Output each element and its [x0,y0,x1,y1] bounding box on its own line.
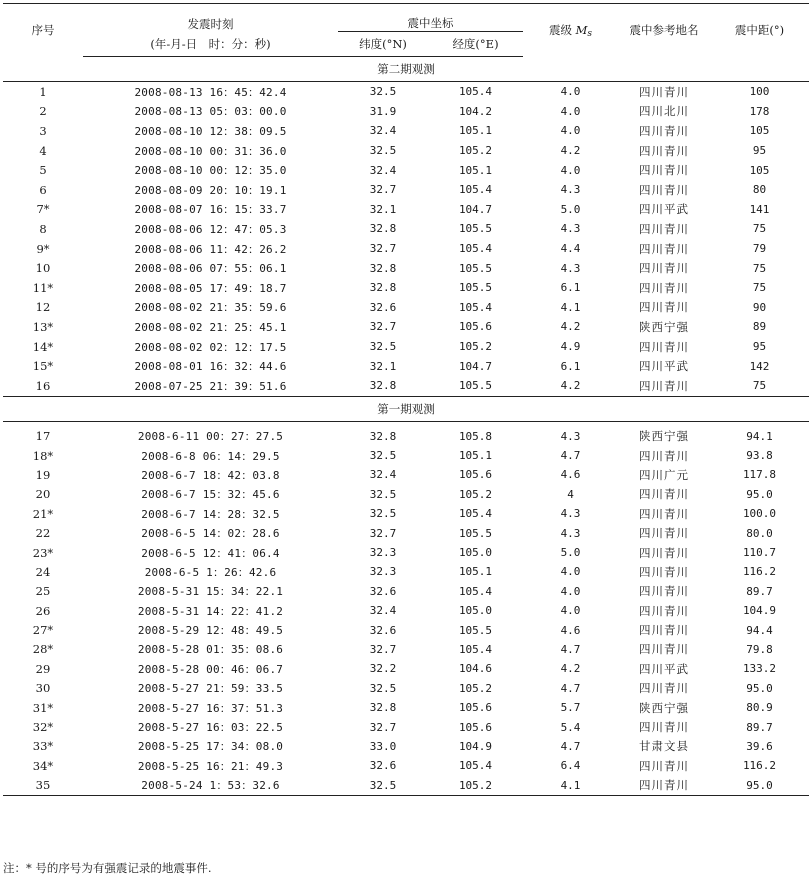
cell-time: 2008-08-06 07：55：06.1 [134,262,287,276]
table-row [3,446,809,465]
cell-distance: 142 [749,359,770,373]
cell-lon: 105.1 [458,449,493,463]
cell-index: 8 [39,221,47,236]
table-row [3,737,809,756]
cell-distance: 80 [752,183,767,197]
cell-magnitude: 4.7 [560,681,581,695]
cell-distance: 95.0 [746,681,773,695]
cell-lat: 32.8 [369,429,397,443]
cell-index: 1 [39,84,47,99]
cell-lon: 105.0 [458,604,493,618]
cell-lon: 105.0 [458,546,493,560]
cell-lon: 105.6 [458,468,493,482]
cell-lat: 32.7 [369,320,397,334]
cell-lat: 32.4 [369,124,397,138]
cell-lat: 32.7 [369,526,397,540]
cell-distance: 75 [752,379,767,393]
cell-distance: 75 [752,222,767,236]
cell-index: 14* [32,339,54,354]
cell-time: 2008-07-25 21：39：51.6 [134,379,287,393]
header-time: 发震时刻 [83,4,338,32]
cell-distance: 80.0 [746,526,773,540]
cell-lat: 31.9 [369,104,397,118]
cell-place: 陕西宁强 [639,319,689,334]
cell-place: 四川青川 [639,163,689,178]
cell-index: 30 [35,681,51,696]
cell-lat: 32.8 [369,379,397,393]
cell-distance: 94.1 [746,429,773,443]
cell-magnitude: 4.7 [560,449,581,463]
cell-index: 17 [35,429,51,444]
cell-place: 四川青川 [639,584,689,599]
table-row [3,776,809,796]
cell-time: 2008-08-02 02：12：17.5 [134,340,287,354]
cell-time: 2008-6-5 1：26：42.6 [144,565,277,579]
table-row [3,620,809,639]
table-row [3,523,809,542]
cell-place: 四川青川 [639,143,689,158]
table-row [3,258,809,278]
cell-lat: 32.4 [369,468,397,482]
cell-lat: 32.8 [369,222,397,236]
cell-magnitude: 4.0 [560,163,581,177]
table-row [3,679,809,698]
cell-time: 2008-5-28 00：46：06.7 [137,662,284,676]
cell-time: 2008-5-25 16：21：49.3 [137,759,284,773]
cell-time: 2008-5-31 15：34：22.1 [137,585,284,599]
cell-distance: 90 [752,300,767,314]
earthquake-table [3,3,809,796]
cell-lon: 105.5 [458,261,493,275]
cell-time: 2008-5-31 14：22：41.2 [137,604,284,618]
cell-lon: 104.6 [458,662,493,676]
header-place: 震中参考地名 [618,4,710,57]
cell-distance: 95 [752,340,767,354]
cell-place: 四川青川 [639,300,689,315]
cell-time: 2008-08-10 00：31：36.0 [134,144,287,158]
table-row [3,298,809,318]
cell-time: 2008-5-27 21：59：33.5 [137,682,284,696]
cell-distance: 39.6 [746,739,773,753]
cell-magnitude: 4.6 [560,623,581,637]
cell-index: 19 [35,467,51,482]
cell-magnitude: 5.0 [560,546,581,560]
cell-lon: 105.6 [458,720,493,734]
cell-lat: 32.5 [369,449,397,463]
cell-magnitude: 4.9 [560,340,581,354]
cell-lat: 32.5 [369,487,397,501]
cell-magnitude: 4.1 [560,300,581,314]
cell-index: 24 [35,564,51,579]
cell-magnitude: 4.2 [560,379,581,393]
cell-lon: 105.4 [458,507,493,521]
cell-magnitude: 4.3 [560,261,581,275]
cell-magnitude: 6.4 [560,759,581,773]
table-row [3,219,809,239]
cell-time: 2008-5-27 16：03：22.5 [137,721,284,735]
cell-time: 2008-5-28 01：35：08.6 [137,643,284,657]
cell-time: 2008-08-13 16：45：42.4 [134,85,287,99]
cell-time: 2008-5-27 16：37：51.3 [137,701,284,715]
cell-index: 3 [39,123,47,138]
table-row [3,376,809,396]
cell-lon: 105.4 [458,242,493,256]
cell-index: 35 [3,776,83,796]
cell-time: 2008-6-11 00：27：27.5 [137,430,284,444]
table-row [3,356,809,376]
cell-place: 四川青川 [639,506,689,521]
header-magnitude: 震级 $M_s$ [523,4,618,57]
cell-time: 2008-08-05 17：49：18.7 [134,281,287,295]
cell-lat: 32.2 [369,662,397,676]
table-footnote: 注：* 号的序号为有强震记录的地震事件. [3,861,212,875]
cell-index: 4 [39,143,47,158]
cell-distance: 89 [752,320,767,334]
table-row [3,317,809,337]
cell-index: 20 [35,487,51,502]
cell-index: 27* [32,623,54,638]
cell-distance: 104.9 [742,604,777,618]
cell-index: 21* [32,506,54,521]
table-row [3,160,809,180]
cell-magnitude: 5.7 [560,701,581,715]
cell-lon: 105.2 [428,776,523,796]
cell-magnitude: 5.4 [560,720,581,734]
table-row [3,659,809,678]
cell-distance: 89.7 [746,584,773,598]
cell-distance: 95.0 [746,487,773,501]
cell-time: 2008-08-02 21：25：45.1 [134,320,287,334]
cell-place: 四川青川 [639,280,689,295]
cell-distance: 95.0 [710,776,809,796]
cell-index: 34* [32,758,54,773]
cell-distance: 95 [752,144,767,158]
header-lon: 经度(°E) [428,32,523,57]
cell-index: 33* [32,739,54,754]
cell-distance: 89.7 [746,720,773,734]
cell-lon: 105.4 [458,642,493,656]
cell-magnitude: 4.3 [560,222,581,236]
cell-time: 2008-6-8 06：14：29.5 [141,449,280,463]
cell-place: 四川青川 [639,182,689,197]
cell-lat: 32.7 [369,642,397,656]
cell-index: 13* [32,319,54,334]
cell-distance: 133.2 [742,662,777,676]
cell-magnitude: 4.4 [560,242,581,256]
cell-place: 四川青川 [639,221,689,236]
table-row [3,278,809,298]
cell-lat: 32.6 [369,623,397,637]
table-row [3,121,809,141]
cell-distance: 75 [752,281,767,295]
table-row [3,756,809,775]
cell-time: 2008-6-7 18：42：03.8 [141,468,280,482]
cell-lon: 104.7 [458,202,493,216]
cell-place: 四川青川 [639,564,689,579]
cell-magnitude: 4.3 [560,183,581,197]
cell-lat: 32.6 [369,759,397,773]
cell-magnitude: 4.3 [560,429,581,443]
cell-magnitude: 5.0 [560,202,581,216]
cell-distance: 79.8 [746,642,773,656]
cell-distance: 100.0 [742,507,777,521]
cell-distance: 141 [749,202,770,216]
cell-lat: 32.3 [369,565,397,579]
cell-place: 四川平武 [639,202,689,217]
cell-time: 2008-5-25 17：34：08.0 [137,740,284,754]
cell-index: 32* [32,720,54,735]
cell-time: 2008-08-06 11：42：26.2 [134,242,287,256]
header-distance: 震中距(°) [710,4,809,57]
table-row [3,239,809,259]
cell-index: 25 [35,584,51,599]
cell-time: 2008-08-13 05：03：00.0 [134,105,287,119]
cell-lon: 105.4 [458,300,493,314]
cell-magnitude: 4.6 [560,468,581,482]
cell-lat: 32.5 [369,507,397,521]
period-1-body [3,396,809,795]
cell-time: 2008-08-02 21：35：59.6 [134,301,287,315]
period-2-body [3,57,809,397]
cell-lon: 104.2 [458,104,493,118]
table-row [3,200,809,220]
cell-index: 2 [39,104,47,119]
cell-lat: 32.5 [338,776,428,796]
cell-lon: 105.6 [458,701,493,715]
cell-magnitude: 4.2 [560,320,581,334]
table-row [3,582,809,601]
cell-time: 2008-6-5 14：02：28.6 [141,527,280,541]
cell-lat: 32.6 [369,300,397,314]
cell-place: 陕西宁强 [639,700,689,715]
cell-time: 2008-08-07 16：15：33.7 [134,203,287,217]
table-row [3,543,809,562]
cell-index: 9* [36,241,50,256]
cell-lon: 105.2 [458,144,493,158]
cell-lon: 104.9 [458,739,493,753]
cell-place: 四川青川 [639,123,689,138]
header-coords: 震中坐标 [338,4,523,32]
cell-place: 四川青川 [639,448,689,463]
cell-place: 甘肃文县 [639,739,689,754]
cell-place: 四川青川 [639,526,689,541]
cell-time: 2008-6-7 14：28：32.5 [141,507,280,521]
cell-distance: 80.9 [746,701,773,715]
table-row [3,504,809,523]
cell-distance: 117.8 [742,468,777,482]
cell-distance: 100 [749,85,770,99]
cell-magnitude: 4.0 [560,584,581,598]
cell-lat: 32.1 [369,202,397,216]
cell-time: 2008-5-24 1：53：32.6 [83,776,338,796]
cell-place: 四川青川 [639,545,689,560]
cell-place: 四川青川 [639,623,689,638]
header-lat: 纬度(°N) [338,32,428,57]
cell-place: 四川青川 [618,776,710,796]
cell-lon: 105.2 [458,681,493,695]
cell-place: 四川青川 [639,339,689,354]
table-row [3,102,809,122]
cell-index: 29 [35,661,51,676]
cell-distance: 93.8 [746,449,773,463]
cell-lon: 105.5 [458,281,493,295]
cell-place: 四川北川 [639,104,689,119]
cell-lon: 105.1 [458,565,493,579]
cell-lat: 32.5 [369,85,397,99]
cell-lon: 105.5 [458,526,493,540]
cell-lat: 32.8 [369,701,397,715]
cell-distance: 178 [749,104,770,118]
cell-magnitude: 4.0 [560,104,581,118]
table-row [3,562,809,581]
cell-lon: 105.5 [458,222,493,236]
cell-magnitude: 6.1 [560,359,581,373]
table-row [3,421,809,446]
cell-place: 陕西宁强 [639,429,689,444]
period-title: 第二期观测 [3,57,809,82]
cell-distance: 75 [752,261,767,275]
cell-place: 四川广元 [639,467,689,482]
cell-lat: 32.7 [369,242,397,256]
period-title: 第一期观测 [3,396,809,421]
cell-time: 2008-6-5 12：41：06.4 [141,546,280,560]
cell-index: 15* [32,359,54,374]
cell-magnitude: 4.2 [560,662,581,676]
cell-index: 22 [35,526,51,541]
table-row [3,601,809,620]
cell-magnitude: 4.1 [523,776,618,796]
cell-distance: 105 [749,163,770,177]
cell-magnitude: 4.7 [560,739,581,753]
cell-place: 四川平武 [639,661,689,676]
cell-lat: 32.5 [369,340,397,354]
cell-place: 四川青川 [639,758,689,773]
header-index: 序号 [3,4,83,57]
cell-place: 四川青川 [639,261,689,276]
cell-place: 四川平武 [639,359,689,374]
cell-lon: 105.4 [458,85,493,99]
cell-distance: 94.4 [746,623,773,637]
cell-magnitude: 4.2 [560,144,581,158]
cell-index: 10 [35,261,51,276]
cell-place: 四川青川 [639,241,689,256]
cell-place: 四川青川 [639,720,689,735]
table-row [3,337,809,357]
cell-time: 2008-08-09 20：10：19.1 [134,183,287,197]
cell-distance: 110.7 [742,546,777,560]
cell-index: 11* [32,280,54,295]
cell-lon: 105.2 [458,340,493,354]
cell-lon: 105.1 [458,124,493,138]
cell-place: 四川青川 [639,487,689,502]
cell-time: 2008-6-7 15：32：45.6 [141,488,280,502]
table-row [3,698,809,717]
cell-distance: 79 [752,242,767,256]
cell-place: 四川青川 [639,681,689,696]
table-row [3,82,809,102]
cell-place: 四川青川 [639,84,689,99]
cell-lat: 33.0 [369,739,397,753]
cell-index: 16 [35,378,51,393]
table-row [3,141,809,161]
cell-time: 2008-08-10 12：38：09.5 [134,124,287,138]
cell-lat: 32.1 [369,359,397,373]
table-row [3,465,809,484]
cell-lat: 32.7 [369,183,397,197]
cell-time: 2008-5-29 12：48：49.5 [137,624,284,638]
cell-index: 6 [39,182,47,197]
cell-lon: 105.8 [458,429,493,443]
table-row [3,485,809,504]
cell-distance: 116.2 [742,565,777,579]
cell-lon: 105.4 [458,759,493,773]
cell-lon: 105.5 [458,379,493,393]
cell-magnitude: 4.0 [560,565,581,579]
table-row [3,717,809,736]
cell-magnitude: 4 [567,487,574,501]
table-row [3,640,809,659]
cell-lon: 105.4 [458,183,493,197]
cell-index: 18* [32,448,54,463]
cell-lat: 32.7 [369,720,397,734]
cell-lon: 105.2 [458,487,493,501]
cell-lon: 105.4 [458,584,493,598]
cell-index: 7* [36,202,50,217]
cell-lat: 32.4 [369,604,397,618]
cell-lat: 32.5 [369,681,397,695]
cell-time: 2008-08-06 12：47：05.3 [134,222,287,236]
cell-lat: 32.8 [369,281,397,295]
cell-magnitude: 4.3 [560,507,581,521]
cell-place: 四川青川 [639,378,689,393]
cell-magnitude: 4.3 [560,526,581,540]
cell-index: 26 [35,603,51,618]
cell-time: 2008-08-10 00：12：35.0 [134,164,287,178]
table-row [3,180,809,200]
cell-lat: 32.8 [369,261,397,275]
cell-lon: 105.5 [458,623,493,637]
cell-index: 5 [39,163,47,178]
cell-magnitude: 4.0 [560,124,581,138]
cell-place: 四川青川 [639,642,689,657]
header-time-format: (年-月-日 时：分：秒) [83,32,338,57]
cell-lat: 32.6 [369,584,397,598]
cell-index: 12 [35,300,51,315]
cell-lon: 105.6 [458,320,493,334]
cell-lat: 32.5 [369,144,397,158]
cell-index: 31* [32,700,54,715]
cell-lon: 104.7 [458,359,493,373]
cell-magnitude: 4.0 [560,604,581,618]
cell-distance: 105 [749,124,770,138]
cell-lon: 105.1 [458,163,493,177]
cell-index: 28* [32,642,54,657]
cell-distance: 116.2 [742,759,777,773]
cell-magnitude: 4.0 [560,85,581,99]
cell-magnitude: 4.7 [560,642,581,656]
cell-place: 四川青川 [639,603,689,618]
cell-lat: 32.3 [369,546,397,560]
cell-index: 23* [32,545,54,560]
cell-magnitude: 6.1 [560,281,581,295]
cell-time: 2008-08-01 16：32：44.6 [134,360,287,374]
cell-lat: 32.4 [369,163,397,177]
